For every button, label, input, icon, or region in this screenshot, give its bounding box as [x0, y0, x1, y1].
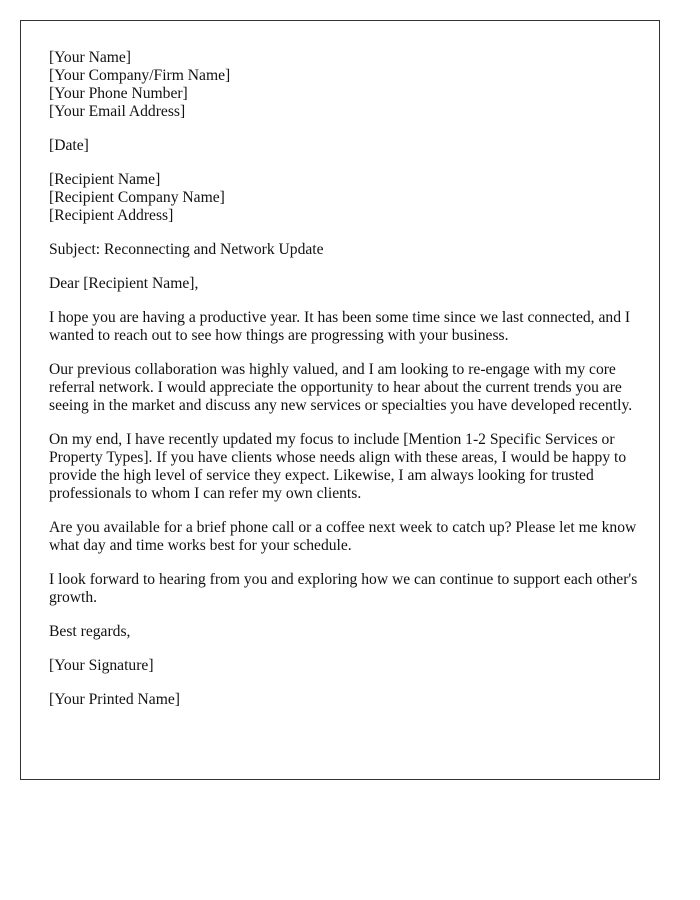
- recipient-company: [Recipient Company Name]: [49, 189, 225, 206]
- letter-body: [49, 49, 639, 725]
- recipient-block: [49, 171, 639, 225]
- letter-date: [Date]: [49, 137, 89, 154]
- subject-line: Subject: Reconnecting and Network Update: [49, 241, 324, 258]
- sender-block: [49, 49, 639, 121]
- sender-company: [Your Company/Firm Name]: [49, 67, 231, 84]
- recipient-name: [Recipient Name]: [49, 171, 161, 188]
- recipient-address: [Recipient Address]: [49, 207, 174, 224]
- letter-page: [20, 20, 660, 780]
- body-paragraph-3: On my end, I have recently updated my focus to include [Mention 1-2 Specific Services or Property Types]. If you have clients whose needs align with these areas, I would be happy to provide the high level of service they expect. Likewise, I am always looking for trusted professionals to whom I can refer my own clients.: [49, 431, 627, 502]
- body-paragraph-1: I hope you are having a productive year. It has been some time since we last connected, and I wanted to reach out to see how things are progressing with your business.: [49, 309, 631, 344]
- closing: Best regards,: [49, 623, 131, 640]
- salutation: Dear [Recipient Name],: [49, 275, 199, 292]
- signature: [Your Signature]: [49, 657, 154, 674]
- sender-name: [Your Name]: [49, 49, 132, 66]
- sender-email: [Your Email Address]: [49, 103, 186, 120]
- body-paragraph-2: Our previous collaboration was highly valued, and I am looking to re-engage with my core referral network. I would appreciate the opportunity to hear about the current trends you are seeing in the market and discuss any new services or specialties you have developed recently.: [49, 361, 633, 414]
- printed-name: [Your Printed Name]: [49, 691, 180, 708]
- sender-phone: [Your Phone Number]: [49, 85, 188, 102]
- body-paragraph-4: Are you available for a brief phone call or a coffee next week to catch up? Please let me know what day and time works best for your schedule.: [49, 519, 637, 554]
- body-paragraph-5: I look forward to hearing from you and exploring how we can continue to support each other's growth.: [49, 571, 638, 606]
